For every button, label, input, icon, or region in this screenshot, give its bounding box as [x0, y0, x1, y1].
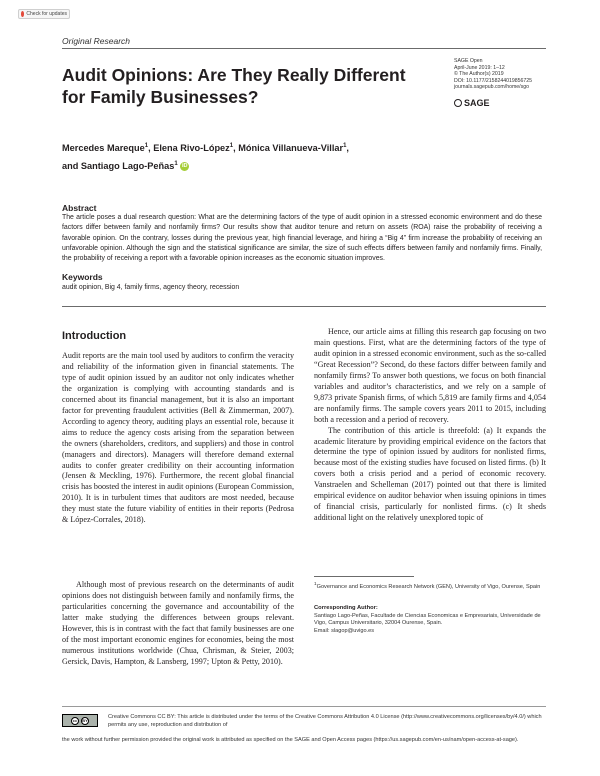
check-updates-label: Check for updates — [26, 11, 67, 17]
sage-logo — [454, 98, 490, 108]
paragraph: Audit reports are the main tool used by auditors to confirm the veracity and reliability of the information given in financial statements. The type of audit opinion issued by an auditor not only indicates whether the organization is complying with accounting standards and is concerned about its financial management, but it is also an important factor for preventing fraudulent activities (Bell & Zimmerman, 2007). According to agency theory, auditing plays an essential role, because it aims to reduce the agency costs arising from the separation between the owners (shareholders, creditors, and suppliers) and those in control (managers and directors). Managers will therefore demand external audits to confer greater credibility on their accounting information (Jensen & Meckling, 1976). Furthermore, the recent global financial crisis has boosted the interest in audit opinions (European Commission, 2010). It is in turbulent times that auditors are most needed, because they must state the future viability of entities in their reports (Pedrosa & López-Corrales, 2018). — [62, 351, 294, 525]
check-for-updates-badge[interactable] — [18, 9, 70, 19]
header-divider — [62, 48, 546, 49]
sage-logo-icon — [454, 99, 462, 107]
abstract-heading: Abstract — [62, 203, 97, 213]
orcid-icon[interactable]: iD — [181, 163, 188, 170]
journal-meta — [454, 58, 574, 91]
author-affiliation-mark: 1 — [343, 143, 347, 149]
doi[interactable]: DOI: 10.1177/2158244019856725 — [454, 77, 533, 84]
creative-commons-badge[interactable] — [62, 714, 98, 727]
check-updates-icon — [21, 11, 24, 17]
paragraph: Although most of previous research on the determinants of audit opinions does not distinguish between family and nonfamily firms, the particularities concerning the governance and accountability of the latter make studying the differences between groups relevant. However, this is in contrast with the fact that family businesses are one of the most important economic engines for economies, being the most numerous institutions worldwide (Chua, Chrisman, & Steier, 2003; Gersick, Davis, Hampton, & Lansberg, 1997; Upton & Petty, 2010). — [62, 580, 294, 666]
journal-site[interactable]: journals.sagepub.com/home/sgo — [454, 84, 529, 91]
journal-name: SAGE Open — [454, 58, 483, 64]
corresponding-author-email[interactable]: Email: slagop@uvigo.es — [314, 627, 375, 634]
footnote-divider — [314, 576, 414, 577]
keywords-heading: Keywords — [62, 272, 103, 282]
copyright: © The Author(s) 2019 — [454, 71, 504, 78]
corresponding-author-address: Santiago Lago-Peñas, Facultade de Ciencias Economicas e Empresariais, Universidade de Vigo, Campus Universitario, 32004 Ourense, Spain. — [314, 613, 541, 627]
author-affiliation-mark: 1 — [144, 143, 149, 149]
affiliation-mark: 1 — [314, 581, 317, 586]
cc-by-icon: BY — [82, 717, 88, 723]
author-list: Mercedes Mareque$^1$, Elena Rivo-López$^1$, Mónica Villanueva-Villar$^1$, and Santiago Lago-Peñas$^1$ iD — [62, 143, 349, 172]
cc-icon: cc — [72, 717, 78, 723]
author-name: Mónica Villanueva-Villar — [238, 143, 344, 154]
abstract-text: The article poses a dual research question: What are the determining factors of the type of audit opinion in a stressed economic environment and do these factors differ between family and nonfamily firms? Our results show that auditor tenure and return on assets (ROA) raise the probability of receiving a favorable opinion. On the contrary, losses during the previous year, high financial leverage, and hiring a “Big 4” firm increase the probability of receiving an unfavorable opinion. Although the sign and the statistical significance are similar, the size of such effects differs between family and nonfamily firms. Finally, the probability of receiving a report with a favorable opinion increases as the economic situation improves. — [62, 214, 542, 263]
abstract-divider — [62, 306, 546, 307]
license-text: Creative Commons CC BY: This article is distributed under the terms of the Creative Commons Attribution 4.0 License (http://www.creativecommons.org/licenses/by/4.0/) which permits any use, reproduction and distribution of — [108, 714, 542, 728]
author-affiliation-mark: 1 — [229, 143, 234, 149]
author-name: Mercedes Mareque — [62, 143, 145, 154]
introduction-heading: Introduction — [62, 330, 127, 342]
keywords-text: audit opinion, Big 4, family firms, agency theory, recession — [62, 284, 240, 291]
author-name: and Santiago Lago-Peñas — [62, 161, 175, 172]
affiliation-footnote — [314, 580, 546, 591]
author-affiliation-mark: 1 — [174, 161, 178, 168]
article-title: Audit Opinions: Are They Really Different for Family Businesses? — [62, 65, 406, 107]
author-name: Elena Rivo-López — [153, 143, 230, 154]
journal-issue: April-June 2019: 1–12 — [454, 64, 505, 71]
license-divider — [62, 706, 546, 707]
paragraph: Hence, our article aims at filling this research gap focusing on two main questions. First, what are the determining factors of the type of audit opinion in a stressed economic environment, such as the so-called “Great Recession”? Second, do these factors differ between family and nonfamily firms? To answer both questions, we focus on both financial variables and auditor’s characteristics, and we rely on a sample of 9,873 private Spanish firms, of which 5,819 are family firms and 4,054 are nonfamily firms. The sample covers years 2011 to 2015, including both a recession and a period of recovery. — [314, 327, 546, 424]
section-label: Original Research — [62, 36, 131, 46]
license-text-continued: the work without further permission provided the original work is attributed as specified on the SAGE and Open Access pages (https://us.sagepub.com/en-us/nam/open-access-at-sage). — [62, 737, 519, 743]
affiliation-text: Governance and Economics Research Network (GEN), University of Vigo, Ourense, Spain — [316, 583, 541, 590]
paragraph: The contribution of this article is threefold: (a) It expands the academic literature by providing empirical evidence on the factors that determine the type of opinion issued by auditors for nonlisted firms, because most of the existing studies have focused on listed firms. (b) It covers both a crisis period and a period of economic recovery. Vanstraelen and Schelleman (2017) pointed out that there is limited empirical evidence on auditor behavior when issuing opinions in times of financial crisis, particularly for nonlisted firms. (c) It sheds additional light on the relatively unexplored topic of — [314, 425, 546, 523]
left-column-bottom — [62, 580, 294, 668]
corresponding-author-info — [314, 613, 546, 635]
right-column — [314, 327, 546, 524]
corresponding-author-heading: Corresponding Author: — [314, 605, 378, 611]
left-column-top — [62, 351, 294, 526]
sage-logo-text: SAGE — [464, 98, 490, 108]
